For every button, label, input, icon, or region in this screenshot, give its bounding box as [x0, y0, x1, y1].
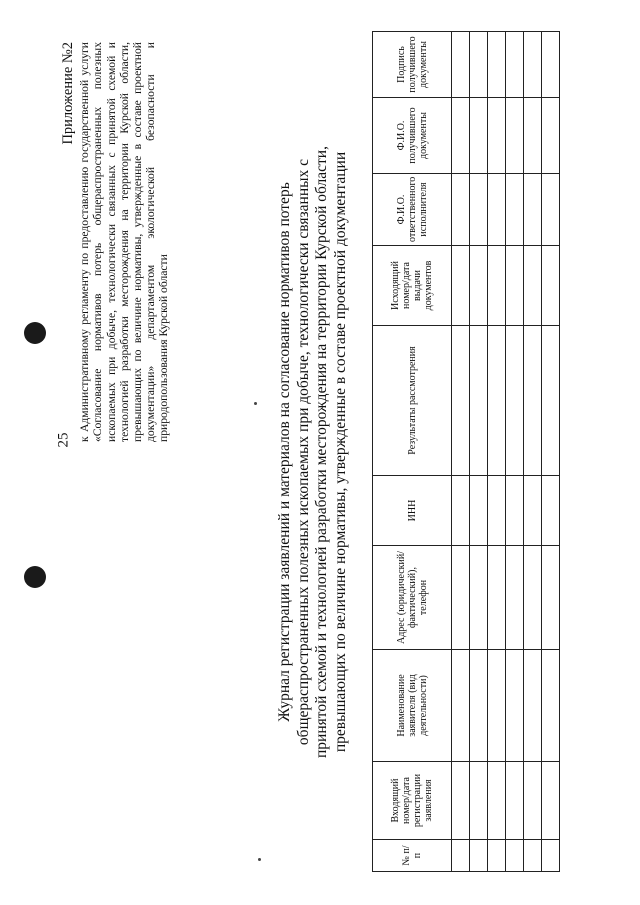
- column-header-incoming: Входящий номер/дата регистрации заявления: [373, 762, 452, 840]
- table-cell: [506, 840, 524, 872]
- table-cell: [452, 650, 470, 762]
- rotated-sheet: [40, 12, 600, 892]
- table-row: [542, 32, 560, 872]
- table-cell: [506, 650, 524, 762]
- table-cell: [488, 98, 506, 174]
- table-cell: [470, 840, 488, 872]
- table-cell: [470, 546, 488, 650]
- table-cell: [488, 546, 506, 650]
- table-cell: [524, 840, 542, 872]
- table-cell: [452, 98, 470, 174]
- page-number: 25: [55, 432, 72, 448]
- table-cell: [488, 762, 506, 840]
- table-cell: [488, 840, 506, 872]
- table-cell: [524, 650, 542, 762]
- table-cell: [506, 98, 524, 174]
- column-header-results: Результаты рассмотрения: [373, 326, 452, 476]
- journal-title: [276, 52, 350, 852]
- column-header-recipient: Ф.И.О. получившего документы: [373, 98, 452, 174]
- column-header-outgoing: Исходящий номер/дата выдачи документов: [373, 246, 452, 326]
- column-header-number: № п/п: [373, 840, 452, 872]
- appendix-block: [62, 42, 171, 442]
- table-cell: [452, 174, 470, 246]
- table-cell: [542, 840, 560, 872]
- table-cell: [542, 476, 560, 546]
- table-cell: [470, 32, 488, 98]
- table-cell: [488, 174, 506, 246]
- table-cell: [488, 246, 506, 326]
- table-cell: [506, 32, 524, 98]
- table-cell: [542, 326, 560, 476]
- table-cell: [524, 174, 542, 246]
- table-cell: [452, 476, 470, 546]
- table-cell: [470, 476, 488, 546]
- table-cell: [524, 762, 542, 840]
- table-cell: [524, 32, 542, 98]
- table-cell: [452, 246, 470, 326]
- table-cell: [542, 32, 560, 98]
- table-cell: [488, 326, 506, 476]
- table-cell: [506, 246, 524, 326]
- table-cell: [470, 174, 488, 246]
- table-cell: [506, 762, 524, 840]
- table-cell: [524, 326, 542, 476]
- registration-table: [372, 31, 560, 872]
- table-row: [506, 32, 524, 872]
- table-cell: [488, 32, 506, 98]
- table-cell: [470, 246, 488, 326]
- table-cell: [452, 32, 470, 98]
- journal-title-line: превышающих по величине нормативы, утвержденные в составе проектной документации: [331, 151, 349, 753]
- column-header-address: Адрес (юридический/ фактический), телефон: [373, 546, 452, 650]
- journal-title-line: принятой схемой и технологией разработки месторождения на территории Курской области,: [313, 146, 330, 758]
- table-cell: [452, 840, 470, 872]
- appendix-text: к Административному регламенту по предоставлению государственной услуги «Согласование нормативов потерь общераспространенных полезных ископаемых при добыче, технологически связанных с принятой схемой и технологией разработки месторождения на территории Курской области, превышающих по величине нормативы, утвержденные в составе проектной документации» департаментом экологической безопасности и природопользования Курской области: [78, 42, 171, 442]
- table-cell: [524, 98, 542, 174]
- table-cell: [506, 476, 524, 546]
- table-cell: [470, 762, 488, 840]
- table-cell: [506, 326, 524, 476]
- table-cell: [470, 650, 488, 762]
- table-row: [452, 32, 470, 872]
- table-row: [524, 32, 542, 872]
- column-header-inn: ИНН: [373, 476, 452, 546]
- appendix-title: Приложение №2: [60, 42, 76, 145]
- column-header-signature: Подпись получившего документы: [373, 32, 452, 98]
- table-row: [470, 32, 488, 872]
- table-cell: [506, 546, 524, 650]
- journal-title-line: Журнал регистрации заявлений и материалов на согласование нормативов потерь: [276, 182, 293, 722]
- table-header-row: [373, 32, 452, 872]
- table-cell: [524, 546, 542, 650]
- table-cell: [542, 762, 560, 840]
- table-row: [488, 32, 506, 872]
- journal-title-line: общераспространенных полезных ископаемых при добыче, технологически связанных с: [294, 158, 312, 746]
- table-cell: [488, 476, 506, 546]
- table-cell: [452, 762, 470, 840]
- table-body: [452, 32, 560, 872]
- table-cell: [542, 246, 560, 326]
- column-header-applicant: Наименование заявителя (вид деятельности): [373, 650, 452, 762]
- table-cell: [524, 476, 542, 546]
- table-cell: [452, 546, 470, 650]
- table-cell: [506, 174, 524, 246]
- column-header-executor: Ф.И.О. ответственного исполнителя: [373, 174, 452, 246]
- table-cell: [542, 546, 560, 650]
- table-cell: [542, 174, 560, 246]
- table-cell: [470, 98, 488, 174]
- table-cell: [488, 650, 506, 762]
- table-cell: [470, 326, 488, 476]
- table-cell: [524, 246, 542, 326]
- table-cell: [452, 326, 470, 476]
- table-cell: [542, 650, 560, 762]
- table-cell: [542, 98, 560, 174]
